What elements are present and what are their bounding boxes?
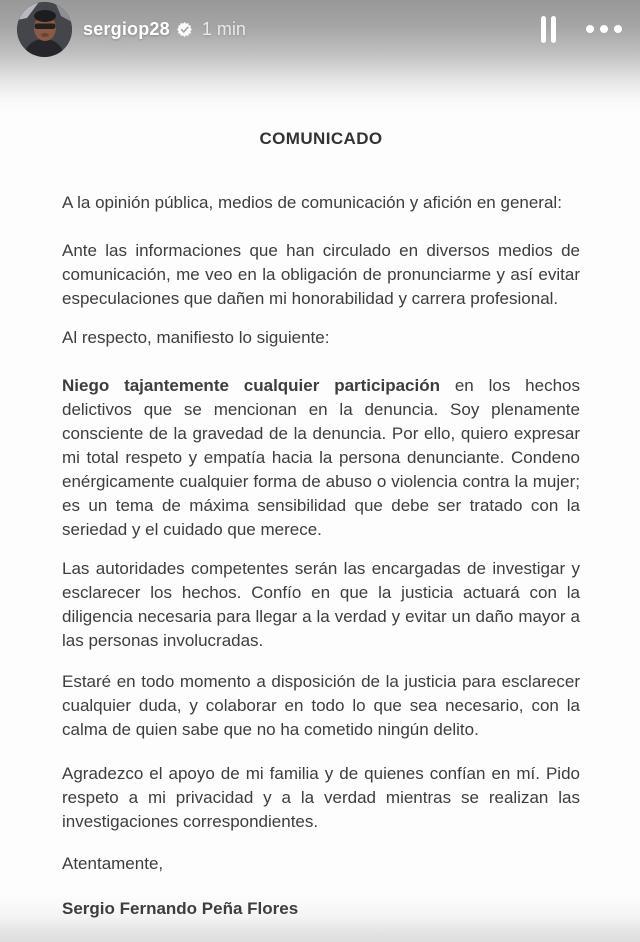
denial-paragraph [62,374,580,542]
verified-badge-icon [177,22,192,37]
disposition-paragraph: Estaré en todo momento a disposición de la justicia para esclarecer cualquier duda, y colaborar en todo lo que sea necesario, con la calma de quien sabe que no ha cometido ningún delito. [62,672,580,739]
story-timestamp: 1 min [201,18,246,39]
more-options-icon[interactable] [586,25,622,33]
document-title: COMUNICADO [259,129,383,148]
gratitude-paragraph: Agradezco el apoyo de mi familia y de quienes confían en mí. Pido respeto a mi privacidad y a la verdad mientras se realizan las investigaciones correspondientes. [62,764,580,831]
respecto-paragraph: Al respecto, manifiesto lo siguiente: [62,328,330,347]
context-paragraph: Ante las informaciones que han circulado en diversos medios de comunicación, me veo en la obligación de pronunciarme y así evitar especulaciones que dañen mi honorabilidad y carrera profesional. [62,241,580,308]
signature-name: Sergio Fernando Peña Flores [62,899,299,918]
bottom-fade [0,918,640,942]
profile-avatar[interactable] [17,2,72,57]
pause-icon[interactable] [541,16,556,43]
closing-line: Atentamente, [62,854,164,873]
avatar-photo [17,2,72,57]
story-header [0,0,640,58]
username[interactable]: sergiop28 [83,18,170,39]
header-actions [541,16,640,43]
denial-rest: en los hechos delictivos que se mencionan en la denuncia. Soy plenamente consciente de la gravedad de la denuncia. Por ello, quiero expresar mi total respeto y empatía hacia la persona denunciante. Condeno enérgicamente cualquier forma de abuso o violencia contra la mujer; es un tema de máxima sensibilidad que debe ser tratado con la seriedad y el cuidado que merece. [62,376,580,539]
denial-bold-lead: Niego tajantemente cualquier participación [62,376,440,395]
authorities-paragraph: Las autoridades competentes serán las encargadas de investigar y esclarecer los hechos. Confío en que la justicia actuará con la diligencia necesaria para llegar a la verdad y evitar un daño mayor a las personas involucradas. [62,559,580,650]
salutation-paragraph: A la opinión pública, medios de comunicación y afición en general: [62,193,562,212]
